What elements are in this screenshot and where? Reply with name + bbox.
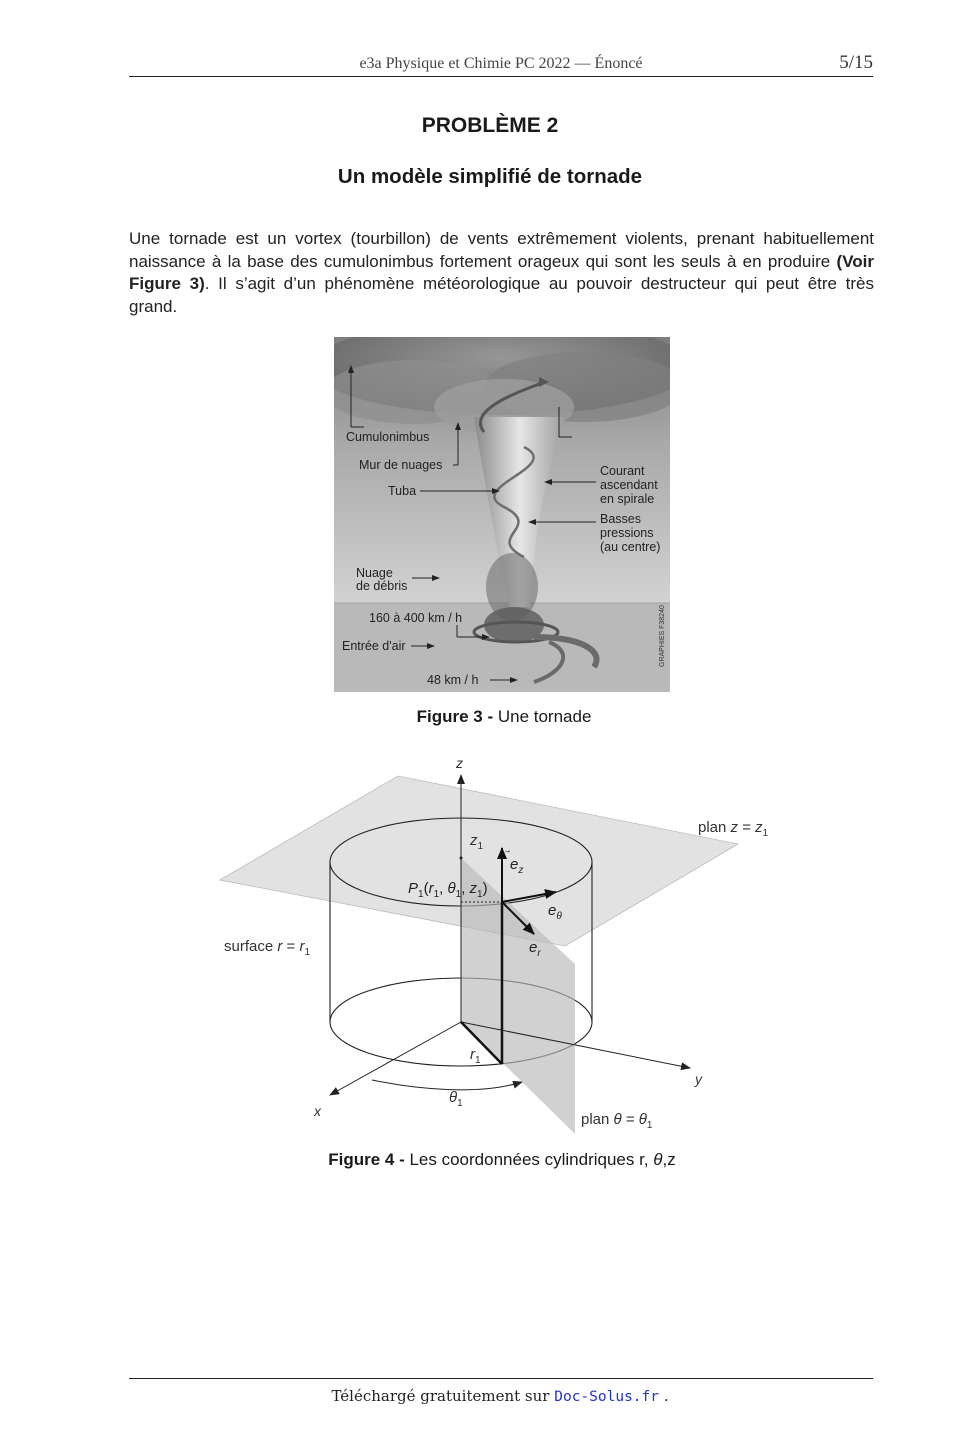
figure-reference: (Voir Figure 3) [129,251,874,293]
label-surface-r: surface $r = r_1$ [224,938,311,958]
figure-4-caption-end: ,z [662,1150,676,1169]
page-number: 5/15 [839,52,873,73]
label-theta1: $\theta_1$ [449,1089,463,1109]
figure-3-caption-label: Figure 3 - [416,707,494,726]
figure-4-caption-label: Figure 4 - [328,1150,405,1169]
intro-text-2: . Il s’agit d’un phénomène météorologique au pouvoir destructeur qui peut être très grand. [129,274,875,316]
label-vitesse-haute: 160 à 400 km / h [369,611,463,625]
label-cumulonimbus: Cumulonimbus [346,430,430,444]
label-r1: $r_1$ [470,1046,481,1066]
label-point-p1: $P_1(r_1$, $\theta_1$, $z_1$) [408,880,488,900]
problem-title: PROBLÈME 2 [421,114,559,137]
label-entree-air: Entrée d'air [342,639,406,653]
image-credit: GRAPHIES F38240 [659,605,666,667]
intro-paragraph [129,228,874,318]
label-plan-theta: plan $\theta = \theta_1$ [581,1111,653,1131]
label-unit-vector-er: $e_r$ [529,939,541,959]
tornado-illustration [334,337,670,692]
label-basses-1: Basses [600,512,641,526]
label-nuage-1: Nuage [356,566,393,580]
intro-text-1: Une tornade est un vortex (tourbillon) de vents extrêmement violents, prenant habituellement naissance à la base des cumulonimbus fortement orageux qui sont les seuls à en produire [129,229,874,271]
label-tuba: Tuba [388,484,417,498]
axis-label-y: y [695,1071,702,1087]
figure-4-caption-theta: θ [653,1150,663,1169]
label-plan-z: plan $z = z_1$ [698,819,769,839]
label-unit-vector-ez: $e_z$ [510,856,524,876]
label-courant-2: ascendant [600,478,658,492]
label-courant-3: en spirale [600,492,655,506]
axis-label-z: z [456,755,463,771]
label-z1: $z_1$ [470,832,484,852]
footer-end: . [659,1387,669,1405]
figure-4-caption-text: Les coordonnées cylindriques r, [404,1150,654,1169]
label-vitesse-basse: 48 km / h [427,673,479,687]
figure-3-caption [0,707,980,727]
label-nuage-2: de débris [356,579,408,593]
label-basses-3: (au centre) [600,540,661,554]
cylindrical-coordinates-diagram [0,740,980,1150]
page-footer [0,1387,980,1405]
figure-4-caption [0,1150,980,1170]
figure-3-caption-text: Une tornade [493,707,592,726]
problem-subtitle: Un modèle simplifié de tornade [337,165,643,188]
label-unit-vector-etheta: $e_\theta$ [548,902,562,922]
label-courant-1: Courant [600,464,645,478]
axis-label-x: x [314,1103,321,1119]
page-header [129,52,873,77]
footer-text: Téléchargé gratuitement sur [331,1387,555,1405]
label-mur-de-nuages: Mur de nuages [359,458,443,472]
footer-rule [129,1378,873,1379]
label-basses-2: pressions [600,526,654,540]
footer-link[interactable]: Doc-Solus.fr [554,1389,659,1405]
header-title: e3a Physique et Chimie PC 2022 — Énoncé [359,55,643,72]
